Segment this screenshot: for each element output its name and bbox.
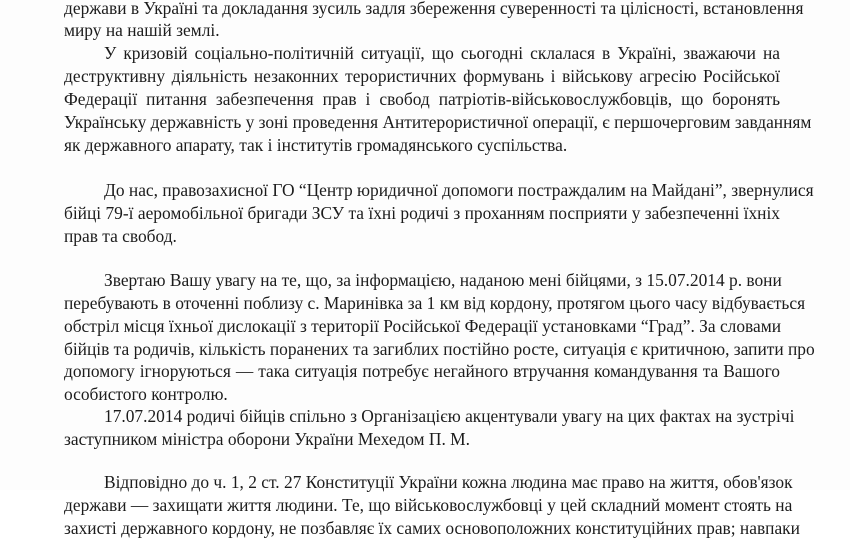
- text-line: обстріл місця їхньої дислокації з території Російської Федерації установками “Град”. За словами: [64, 316, 782, 336]
- text-line: миру на нашій землі.: [64, 20, 220, 40]
- text-line: заступником міністра оборони України Мехедом П. М.: [64, 429, 470, 449]
- text-line: перебувають в оточенні поблизу с. Маринівка за 1 км від кордону, протягом цього часу відбувається: [64, 293, 806, 313]
- text-line: особистого контролю.: [64, 384, 228, 404]
- text-line: Федерації питання забезпечення прав і свобод патріотів-військовослужбовців, що боронять: [64, 89, 780, 109]
- text-line: захисті державного кордону, не позбавляє їх самих основоположних конституційних прав; навпаки: [64, 518, 800, 538]
- text-line: бійці 79-ї аеромобільної бригади ЗСУ та їхні родичі з проханням посприяти у забезпеченні їхніх: [64, 203, 780, 223]
- text-line: допомогу ігноруються — така ситуація потребує негайного втручання командування та Вашого: [64, 361, 780, 381]
- text-line: як державного апарату, так і інститутів громадянського суспільства.: [64, 135, 568, 155]
- text-line: деструктивну діяльність незаконних терористичних формувань і військову агресію Російської: [64, 66, 780, 86]
- text-line: У кризовій соціально-політичній ситуації, що сьогодні склалася в Україні, зважаючи на: [104, 43, 780, 63]
- text-line: прав та свобод.: [64, 226, 177, 246]
- text-line: Відповідно до ч. 1, 2 ст. 27 Конституції України кожна людина має право на життя, обов'язок: [104, 472, 793, 492]
- text-line: 17.07.2014 родичі бійців спільно з Організацією акцентували увагу на цих фактах на зустрічі: [104, 406, 795, 426]
- text-line: держави — захищати життя людини. Те, що військовослужбовці у цей складний момент стоять на: [64, 495, 793, 515]
- text-line: бійців та родичів, кількість поранених та загиблих постійно росте, ситуація є критичною, запити про: [64, 339, 815, 359]
- text-line: Звертаю Вашу увагу на те, що, за інформацією, наданою мені бійцями, з 15.07.2014 р. вони: [104, 270, 782, 290]
- text-line: Українську державність у зоні проведення Антитерористичної операції, є першочерговим завданням: [64, 112, 812, 132]
- text-line: До нас, правозахисної ГО “Центр юридичної допомоги постраждалим на Майдані”, звернулися: [104, 180, 814, 200]
- text-line: держави в Україні та докладання зусиль задля збереження суверенності та цілісності, встановлення: [64, 0, 804, 18]
